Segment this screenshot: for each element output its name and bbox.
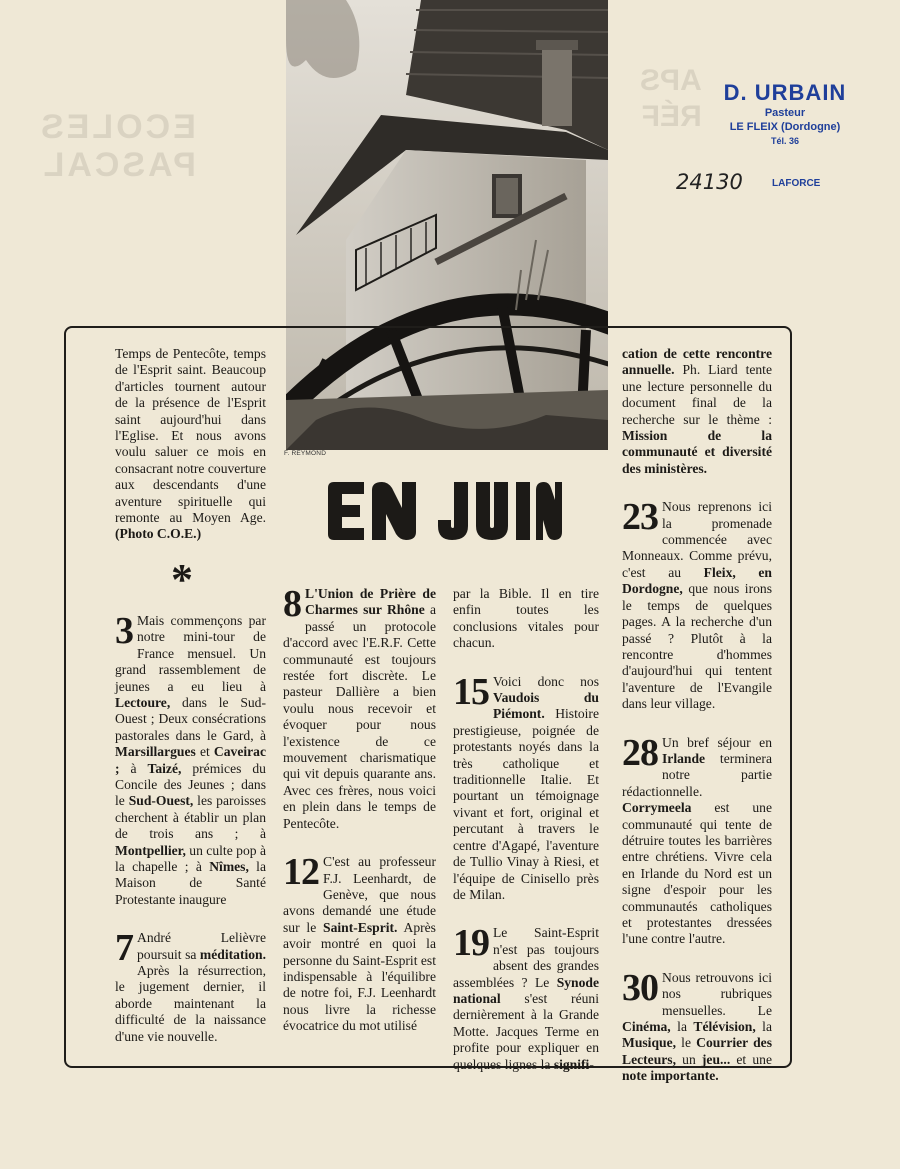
entry-text: a passé un protocole d'accord avec l'E.R.F. Cette communauté est toujours restée fort discrète. Le pasteur Dallière a bien voulu nous recevoir et évoquer pour nous l'existence de ce mouvement charismatique qui vit depuis quarante ans. Avec ces frères, nous voici en plein dans le temps de Pentecôte. bbox=[283, 602, 436, 831]
entry-text: dans le Sud-Ouest ; Deux consécrations pastorales dans le Gard, à bbox=[115, 694, 266, 743]
title-lettering bbox=[326, 480, 562, 542]
intro-text: Temps de Pentecôte, temps de l'Esprit saint. Beaucoup d'articles tournent autour de la présence de l'Esprit saint aujourd'hui dans l'Eglise. Et nous avons voulu saluer ce mois en consacrant notre couverture aux descendants d'une aventure spirituelle qui remonte au Moyen Age. bbox=[115, 346, 266, 526]
entry-page-15 bbox=[453, 670, 599, 904]
column-1 bbox=[115, 346, 266, 1045]
entry-text: Nous retrouvons ici nos rubriques mensuelles. Le bbox=[662, 969, 772, 1018]
entry-bold: Mission de la communauté et diversité des ministères. bbox=[622, 428, 772, 476]
entry-page-3 bbox=[115, 609, 266, 908]
pastor-stamp bbox=[690, 80, 880, 148]
entry-text: par la Bible. Il en tire enfin toutes les conclusions vitales pour chacun. bbox=[453, 586, 599, 651]
entry-text: André Lelièvre poursuit sa bbox=[137, 930, 266, 962]
entry-page-8 bbox=[283, 583, 436, 832]
page-number: 12 bbox=[283, 851, 319, 894]
column-2 bbox=[283, 583, 436, 1035]
entry-text: que nous irons le temps de quelques pages. A la recherche d'un passé ? Plutôt à la rencontre d'hommes d'aujourd'hui qui tentent l'aventure de l'Evangile dans leur village. bbox=[622, 581, 772, 712]
entry-bold: signifi- bbox=[553, 1056, 594, 1072]
intro-credit: (Photo C.O.E.) bbox=[115, 526, 202, 542]
entry-bold: Corrymeela bbox=[622, 800, 692, 816]
entry-text: les paroisses cherchent à établir un plan de trois ans ; à bbox=[115, 793, 266, 842]
entry-page-23 bbox=[622, 496, 772, 712]
entry-text: terminera notre partie rédactionnelle. bbox=[622, 750, 772, 799]
entry-page-28 bbox=[622, 731, 772, 948]
entry-text: la bbox=[670, 1019, 694, 1035]
entry-bold: Lectoure, bbox=[115, 694, 171, 710]
entry-page-7 bbox=[115, 927, 266, 1045]
entry-text: et bbox=[195, 744, 214, 760]
stamp-name: D. URBAIN bbox=[723, 80, 847, 105]
entry-text: C'est au professeur F.J. Leenhardt, de Genève, que nous avons demandé une étude sur le bbox=[283, 854, 436, 935]
page-number: 19 bbox=[453, 922, 489, 965]
entry-bold: Cinéma, bbox=[622, 1019, 671, 1035]
stamp-tel: Tél. 36 bbox=[770, 136, 799, 146]
entry-bold: Télévision, bbox=[693, 1019, 756, 1035]
page-number: 23 bbox=[622, 496, 658, 539]
entry-bold: Saint-Esprit. bbox=[323, 919, 398, 935]
photo-credit: F. REYMOND bbox=[284, 450, 327, 457]
entry-bold: Courrier des Lecteurs, bbox=[622, 1035, 772, 1067]
entry-text: Nous reprenons ici la promenade commencée avec Monneaux. Comme prévu, c'est au bbox=[622, 499, 772, 580]
entry-bold: Caveirac ; bbox=[115, 744, 266, 776]
stamp-laforce: LAFORCE bbox=[772, 178, 821, 189]
entry-page-30 bbox=[622, 966, 772, 1085]
entry-text: Un bref séjour en bbox=[662, 734, 772, 750]
page-number: 8 bbox=[283, 583, 301, 625]
entry-bold: cation de cette rencontre annuelle. bbox=[622, 346, 772, 378]
entry-text: le bbox=[676, 1035, 697, 1051]
page-title bbox=[326, 480, 562, 542]
column-3 bbox=[453, 586, 599, 1073]
entry-text: Le Saint-Esprit n'est pas toujours absent des grandes assemblées ? Le bbox=[453, 925, 599, 990]
entry-bold: méditation. bbox=[199, 946, 266, 962]
entry-bold: L'Union de Prière de Charmes sur Rhône bbox=[305, 586, 436, 618]
entry-bold: Synode national bbox=[453, 974, 599, 1006]
separator-asterisk: * bbox=[171, 554, 193, 604]
entry-bold: Nîmes, bbox=[209, 858, 249, 874]
intro-paragraph bbox=[115, 346, 266, 543]
column-4 bbox=[622, 346, 772, 1085]
entry-text: Après la résurrection, le jugement dernier, il aborde maintenant la difficulté de la naissance d'une vie nouvelle. bbox=[115, 963, 266, 1044]
entry-bold: jeu... bbox=[701, 1051, 731, 1067]
entry-text: à bbox=[119, 760, 148, 776]
show-through-right: APS RÉF bbox=[640, 64, 702, 133]
entry-text: Histoire prestigieuse, poignée de protestants noyés dans la très catholique et traditionnelle Italie. Et pourtant un témoignage vivant et fort, original et percutant à travers le centre d'Agapé, l'aventure de Tullio Vinay à Riesi, et l'équipe de Cinisello près de Milan. bbox=[453, 706, 599, 902]
entry-page-19-continued bbox=[622, 346, 772, 477]
show-through-left: ECOLES PASCAL bbox=[38, 108, 196, 184]
entry-page-12-continued bbox=[453, 586, 599, 652]
entry-text: Ph. Liard tente une lecture personnelle du document final de la recherche sur le thème : bbox=[622, 362, 772, 427]
page-number: 28 bbox=[622, 731, 658, 774]
entry-text: Voici donc nos bbox=[493, 673, 599, 689]
page-number: 15 bbox=[453, 670, 489, 713]
entry-text: la Maison de Santé Protestante inaugure bbox=[115, 858, 266, 907]
entry-bold: Marsillargues bbox=[115, 744, 196, 760]
entry-text: Mais commençons par notre mini-tour de France mensuel. Un grand rassemblement de jeunes a eu lieu à bbox=[115, 612, 266, 694]
entry-text: la bbox=[755, 1019, 772, 1035]
stamp-role: Pasteur bbox=[764, 107, 806, 119]
entry-bold: Taizé, bbox=[147, 760, 182, 776]
entry-bold: Sud-Ouest, bbox=[128, 793, 194, 809]
entry-page-12 bbox=[283, 851, 436, 1034]
page-number: 30 bbox=[622, 966, 658, 1009]
entry-bold: Vaudois du Piémont. bbox=[493, 690, 599, 722]
entry-text: est une communauté qui tente de détruire toutes les barrières entre chrétiens. Vivre cela en Irlande du Nord est un signe d'espoir pour les communautés catholiques et protestantes dressées l'une contre l'autre. bbox=[622, 800, 772, 947]
entry-bold: Montpellier, bbox=[115, 842, 186, 858]
page-number: 7 bbox=[115, 927, 133, 970]
entry-bold: Musique, bbox=[622, 1035, 677, 1051]
stamp-place: LE FLEIX (Dordogne) bbox=[729, 121, 841, 133]
entry-text: et une bbox=[730, 1051, 772, 1067]
entry-bold: Fleix, en Dordogne, bbox=[622, 564, 772, 597]
entry-text: prémices du Concile des Jeunes ; dans le bbox=[115, 760, 266, 809]
entry-page-19 bbox=[453, 922, 599, 1073]
entry-bold: note importante. bbox=[622, 1068, 719, 1084]
entry-text: s'est réuni dernièrement à la Grande Motte. Jacques Terme en profite pour expliquer en quelques lignes la bbox=[453, 990, 599, 1072]
entry-bold: Irlande bbox=[662, 750, 706, 766]
handwritten-postcode: 24130 bbox=[676, 170, 743, 194]
entry-text: un culte pop à la chapelle ; à bbox=[115, 842, 266, 874]
entry-text: un bbox=[675, 1051, 702, 1067]
page-number: 3 bbox=[115, 609, 133, 652]
entry-text: Après avoir montré en quoi la personne du Saint-Esprit est indispensable à l'équilibre de notre foi, F.J. Leenhardt nous livre la richesse évocatrice du mot utilisé bbox=[283, 919, 436, 1034]
